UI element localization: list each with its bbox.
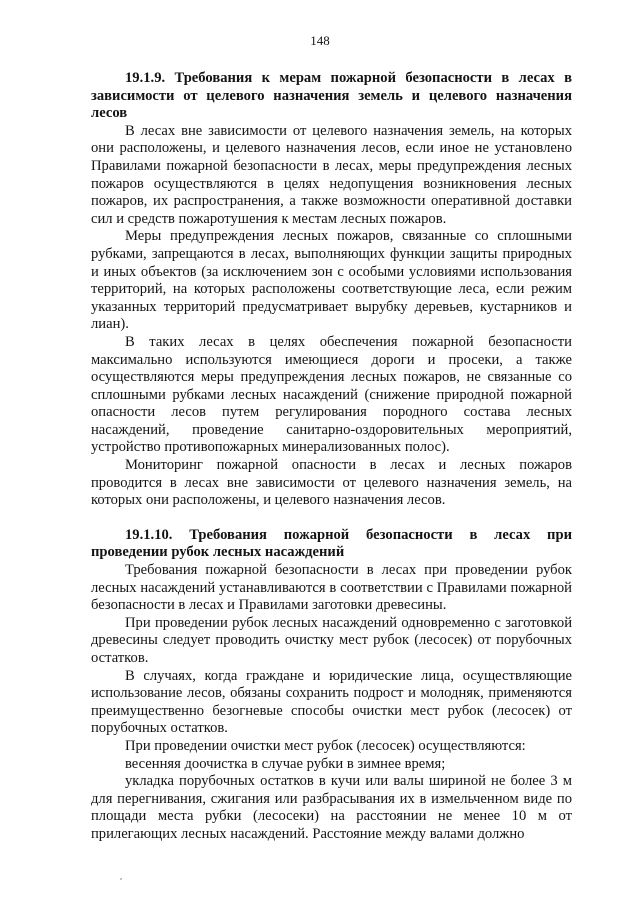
paragraph: Мониторинг пожарной опасности в лесах и лесных пожаров проводится в лесах вне зависимости от целевого назначения земель, на которых они расположены, и целевого назначения лесов.	[91, 457, 572, 509]
paragraph: В случаях, когда граждане и юридические лица, осуществляющие использование лесов, обязаны сохранить подрост и молодняк, применяются преимущественно безогневые способы очистки мест рубок (лесосек) от порубочных остатков.	[91, 667, 572, 737]
paragraph: Требования пожарной безопасности в лесах при проведении рубок лесных насаждений устанавливаются в соответствии с Правилами пожарной безопасности в лесах и Правилами заготовки древесины.	[91, 562, 572, 614]
page-number: 148	[310, 33, 330, 48]
section-gap	[91, 510, 572, 527]
section-heading-19-1-9: 19.1.9. Требования к мерам пожарной безопасности в лесах в зависимости от целевого назначения земель и целевого назначения лесов	[91, 70, 572, 122]
paragraph: Меры предупреждения лесных пожаров, связанные со сплошными рубками, запрещаются в лесах, выполняющих функции защиты природных и иных объектов (за исключением зон с особыми условиями использования территорий, на которых расположены соответствующие леса, если режим указанных территорий предусматривает вырубку деревьев, кустарников и лиан).	[91, 228, 572, 333]
paragraph: При проведении рубок лесных насаждений одновременно с заготовкой древесины следует проводить очистку мест рубок (лесосек) от порубочных остатков.	[91, 614, 572, 666]
paragraph: При проведении очистки мест рубок (лесосек) осуществляются:	[125, 737, 526, 754]
paragraph: В таких лесах в целях обеспечения пожарной безопасности максимально используются имеющиеся дороги и просеки, а также осуществляются меры предупреждения лесных пожаров, не связанные со сплошными рубками лесных насаждений (снижение природной пожарной опасности лесов путем регулирования породного состава лесных насаждений, проведение санитарно-оздоровительных мероприятий, устройство противопожарных минерализованных полос).	[91, 333, 572, 456]
list-item: весенняя доочистка в случае рубки в зимнее время;	[125, 755, 446, 772]
scan-speck	[120, 878, 122, 880]
paragraph: В лесах вне зависимости от целевого назначения земель, на которых они расположены, и целевого назначения лесов, если иное не установлено Правилами пожарной безопасности в лесах, меры предупреждения лесных пожаров осуществляются в целях недопущения возникновения лесных пожаров, их распространения, а также возможности оперативной доставки сил и средств пожаротушения к местам лесных пожаров.	[91, 122, 572, 227]
document-body	[91, 70, 572, 844]
section-heading-19-1-10: 19.1.10. Требования пожарной безопасности в лесах при проведении рубок лесных насаждений	[91, 526, 572, 561]
list-item: укладка порубочных остатков в кучи или валы шириной не более 3 м для перегнивания, сжигания или разбрасывания их в измельченном виде по площади места рубки (лесосеки) на расстоянии не менее 10 м от прилегающих лесных насаждений. Расстояние между валами должно	[91, 773, 572, 842]
